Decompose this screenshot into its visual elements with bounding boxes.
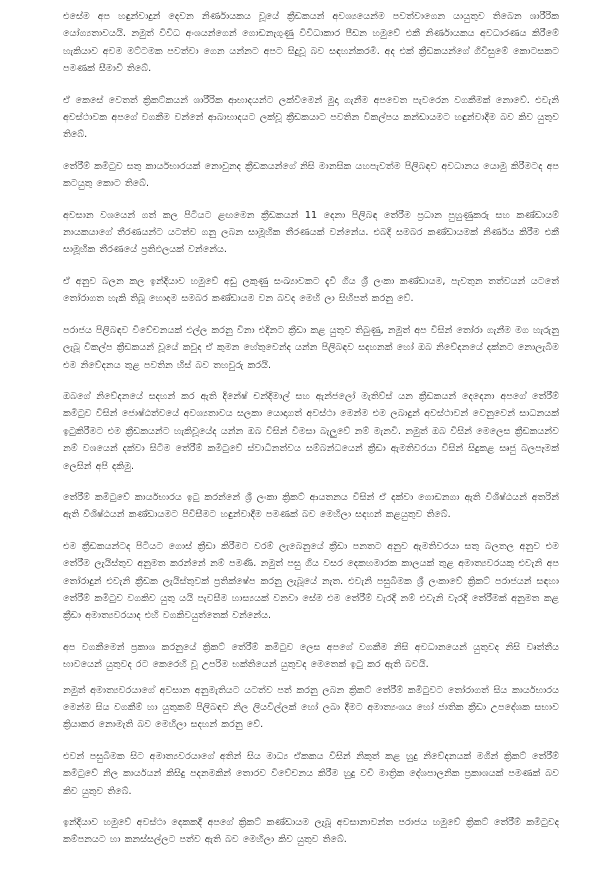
paragraph-no-official-document: නමුත් අමාත්‍යවරයාගේ අවසාන අනුමැතියට යටත්ව පත් කරනු ලබන ක්‍රිකට් තේරීම් කමිටුවට තෝරාගත් සිය කාර්යභාරය මෙන්ම සිය වගකීම් හා යුතුකම් පිලිබඳව නිල ලියවිල්ලක් හෝ ලබා දීමට අමාත්‍යංශය හෝ ජාතික ක්‍රීඩා උපදේශක සභාව ක්‍රියාකර නොමැති බව මෙහිලා සදහන් කරනු වේ.	[63, 684, 559, 731]
paragraph-final-eleven: අවසාන වශයෙන් ගත් කල පිටියට ළඟමෙන ක්‍රීඩකයන් 11 දෙනා පිලිබඳ තේරීම ප්‍රධාන පුහුණුකරු සහ කණ්ඩායම් නායකයාගේ තීරණයන්ට යටත්ව ගනු ලබන සාමූහික තීරණයක් වන්නේය. එබදි සමබර කණ්ඩායමක් නිර්ණය කිරීම එකී සාමූහික තීරණයේ ප්‍රතිඵලයක් වන්නේය.	[63, 209, 559, 256]
paragraph-criticism-emptiness: පරාජය පිලිබඳව විවේචනයක් එල්ල කරනු විනා එදිනට ක්‍රීඩා කළ යුතුව තිබුණු, නමුත් අප විසින් තෝරා ගැනීම මග හැරුනු ලැබූ විකල්ප ක්‍රීඩකයන් වූයේ කවුද ඒ කුමන හේතුවෙන්ද යන්න පිලිබඳව සදහනක් හෝ ඔබ නිවේදනයේ දක්නට නොලැබීම එම නිවේදනය තුළ පවතින හිස් බව තහවුරු කරයි.	[63, 324, 559, 371]
paragraph-responsibility-statement: අප වගකීමෙන් ප්‍රකාශ කරනුයේ ක්‍රිකට් තේරීම් කමිටුව ලෙස අපගේ වගකීම නිසි අවධානයෙන් යුතුවද නිසි වෘත්තීය භාවයෙන් යුතුවද රට කෙරෙහි වූ උපරිම භක්තියෙන් යුතුවද මෙතෙක් ඉටු කර ඇති බවයි.	[63, 641, 559, 671]
paragraph-mental-wellbeing: තේරීම් කමිටුව සතු කාර්යභාරයක් නොවුනද ක්‍රීඩකයන්ගේ නිසි මානසික යහපැවත්ම පිලිබඳව අවධානය යොමු කිරීමටද අප කටයුතු කොට තිබේ.	[63, 160, 559, 190]
paragraph-closing: ඉන්දියාව හමුවේ අවස්ථා දෙකකදී අපගේ ක්‍රිකට් කණ්ඩායම ලැබූ අවසානාවන්ත පරාජය හමුවේ ක්‍රිකට් තේරීම් කමිටුවද කම්පනයට හා කනස්සල්ලට පත්ව ඇති බව මෙහිලා කිව යුතුව තිබේ.	[63, 817, 559, 846]
paragraph-injury-responsibility: ඒ කෙසේ වෙතත් ක්‍රිකට්කයන් ශාරීරික ආභාදයන්ට ලක්වීමෙන් මුදා ගැනීම අපවෙත පැවරෙන වගකීමක් නොවේ. එවැනි අවස්ථාවක අපගේ වගකීම වන්නේ ආබාභාදයට ලක්වූ ක්‍රීඩකයාට පවතින විකල්පය කන්ඩායමට හඳුන්වාදීම බව කිව යුතුව තිබේ.	[63, 94, 559, 141]
paragraph-political-statement: එවන් පසුබිමක සිට අමාත්‍යවරයාගේ අතින් සිය මාධ්‍ය ඒකකය විසින් නිකුත් කළ හුදු නිවේදනයක් මගින් ක්‍රිකට් තේරීම් කමිටුවේ නිල කාර්යයන් කිසිදු පදනමකින් තොරව විවේචනය කිරීම හුදු වචී මාත්‍රික දේශපාලනික ප්‍රකාශයක් පමණක් බව කිව යුතුව තිබේ.	[63, 750, 559, 797]
paragraph-committee-role: තේරීම් කමිටුවේ කාර්යභාරය ඉටු කරන්නේ ශ්‍රී ලංකා ක්‍රිකට් ආයතනය විසින් ඒ දක්වා ගොඩනගා ඇති විශිෂ්ඨයන් අතරින් ඇති විශිෂ්ඨයන් කණ්ඩායමට පිවිසීමට හඳුන්වාදීම පමණක් බව මෙහිලා සදහන් කළයුතුව තිබේ.	[63, 491, 559, 521]
paragraph-named-players: ඔබගේ නිවේදනයේ සදහන් කර ඇති දිනේෂ් චන්දිමාල් සහ ඇන්ජලෝ මැතිව්ස් යන ක්‍රීඩකයන් දෙදෙනා අපගේ තේරීම් කමිටුව විසින් ජොෂ්ඨත්වයේ අවශ්‍යතාවය සලකා යොදාගත් අවස්ථා මෙන්ම එම ලබාදුන් අවස්ථාවන් වෙනුවෙන් සාධනයක් ඉටුකිරීමට එම ක්‍රීඩකයන්ට හැකිවූයේද යන්න ඔබ විසින් විමසා බැලුවේ නම් මැනවි. නමුත් ඔබ විසින් මෙලෙස ක්‍රීඩකයන්ව නම් වශයෙන් දක්වා සිටීම තේරීම් කමිටුවේ ස්වාධීනත්වය සම්බන්ධයෙන් ක්‍රීඩා ඇමතිවරයා විසින් සිදුකළ සෘජු බලපෑමක් ලෙසින් අපි දකිමු.	[63, 390, 559, 472]
document-body	[63, 8, 559, 863]
paragraph-selection-criteria: එසේම අප හඳුන්වාදුන් දෙවන නිර්ණායකය වූයේ ක්‍රීඩකයන් අවශ්‍යයෙන්ම පවත්වාගෙන යායුතුව තිබෙන ශාරීරික යෝග්‍යතාවයයි. නමුත් විවිධ අංශයන්ගෙන් ගොඩනැගුණු විවිධාකාර පීඩන හමුවේ එකී නිර්ණායකය අවධාරණය කිරීමේ හැකියාව අවම මට්ටමක පවත්වා ගෙන යන්නට අපට සිදුවූ බව සඳහන්කරමි. අද එක් ක්‍රීඩකයන්ගේ ගිවිසුමේ කොටසකට පමණක් සීමාවී තිබේ.	[63, 11, 559, 75]
paragraph-india-match: ඒ අනුව බලන කල ඉන්දියාව හමුවේ අඩු ලකුණු සංඛ්‍යාවකට දැවී ගිය ශ්‍රී ලංකා කණ්ඩායම, පැවතුන තත්වයන් යටතේ තෝරාගත හැකි තිබූ හොදම සමබර කණ්ඩායම වන බවද මෙහි ලා සිහිපත් කරනු වේ.	[63, 275, 559, 305]
paragraph-minister-approval: එම ක්‍රීඩකයන්ටද පිටියට ගොස් ක්‍රීඩා කිරීමට වරම් ලැබෙනුයේ ක්‍රීඩා පනතට අනුව ඇමතිවරයා සතු බලතල අනුව එම තේරීම ලැයිස්තුව අනුමත කරන්නේ නම් පමණි. නමුත් පසු ගිය වසර දෙකහමාරක කාලයක් තුළ අමාත්‍යවරයකු එවැනි අප තෝරාදුන් එවැනි ක්‍රීඩක ලැයිස්තුවක් ප්‍රතික්ෂේප කරනු ලැබූයේ නැත. එවැනි පසුබිමක ශ්‍රී ලංකාවේ ක්‍රිකට් පරාජයන් සඳහා තේරීම් කමිටුව වගකිව යුතු යයි පැවසීම හාස්‍යයක් වනවා සේම එම තේරීම් වැරදි නම් එවැනි වැරදි තේරීමක් අනුමත කළ ක්‍රීඩා අමාත්‍යවරයාද එහි වගකිවයුත්තෙක් වන්නේය.	[63, 540, 559, 622]
